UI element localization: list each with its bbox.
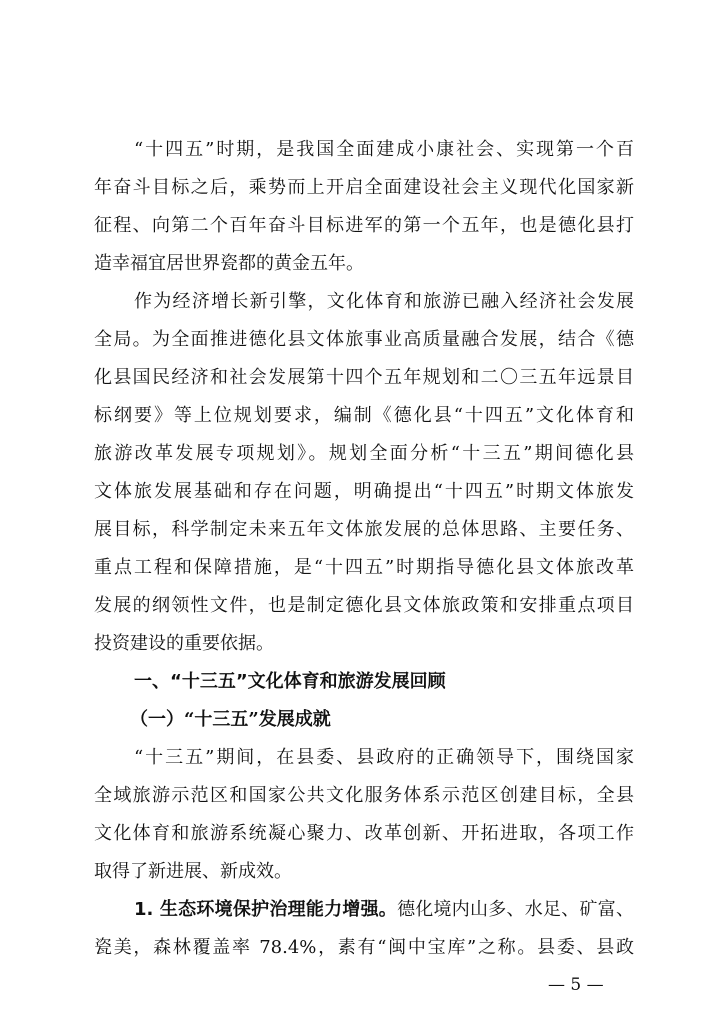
paragraph-2-line-7: 展目标，科学制定未来五年文体旅发展的总体思路、主要任务、 [94,519,634,540]
paragraph-2-line-3: 化县国民经济和社会发展第十四个五年规划和二〇三五年远景目 [94,367,634,388]
paragraph-4-line-1-rest: 德化境内山多、水足、矿富、 [397,899,634,920]
paragraph-4-lead: 1. 生态环境保护治理能力增强。 [134,899,398,920]
paragraph-2-line-6: 文体旅发展基础和存在问题，明确提出“十四五”时期文体旅发 [94,481,634,502]
paragraph-4-line-2: 瓷美，森林覆盖率 78.4%，素有“闽中宝库”之称。县委、县政 [94,937,634,958]
paragraph-2-line-9: 发展的纲领性文件，也是制定德化县文体旅政策和安排重点项目 [94,595,634,616]
paragraph-1-line-1: “十四五”时期，是我国全面建成小康社会、实现第一个百 [134,139,634,160]
paragraph-3-line-4: 取得了新进展、新成效。 [94,861,292,882]
page-number: — 5 — [548,975,604,995]
paragraph-1-line-2: 年奋斗目标之后，乘势而上开启全面建设社会主义现代化国家新 [94,177,634,198]
paragraph-2-line-8: 重点工程和保障措施，是“十四五”时期指导德化县文体旅改革 [94,557,634,578]
paragraph-2-line-1: 作为经济增长新引擎，文化体育和旅游已融入经济社会发展 [134,291,634,312]
section-heading-2: （一）“十三五”发展成就 [130,709,331,730]
paragraph-1-line-4: 造幸福宜居世界瓷都的黄金五年。 [94,253,364,274]
paragraph-3-line-1: “十三五”期间，在县委、县政府的正确领导下，围绕国家 [134,747,634,768]
paragraph-1-line-3: 征程、向第二个百年奋斗目标进军的第一个五年，也是德化县打 [94,215,634,236]
paragraph-3-line-2: 全域旅游示范区和国家公共文化服务体系示范区创建目标，全县 [94,785,634,806]
paragraph-2-line-5: 旅游改革发展专项规划》。规划全面分析“十三五”期间德化县 [94,443,634,464]
section-heading-1: 一、“十三五”文化体育和旅游发展回顾 [134,671,446,692]
paragraph-3-line-3: 文化体育和旅游系统凝心聚力、改革创新、开拓进取，各项工作 [94,823,634,844]
paragraph-2-line-4: 标纲要》等上位规划要求，编制《德化县“十四五”文化体育和 [94,405,634,426]
paragraph-2-line-10: 投资建设的重要依据。 [94,633,274,654]
paragraph-2-line-2: 全局。为全面推进德化县文体旅事业高质量融合发展，结合《德 [94,329,634,350]
paragraph-4-line-1 [134,895,634,925]
